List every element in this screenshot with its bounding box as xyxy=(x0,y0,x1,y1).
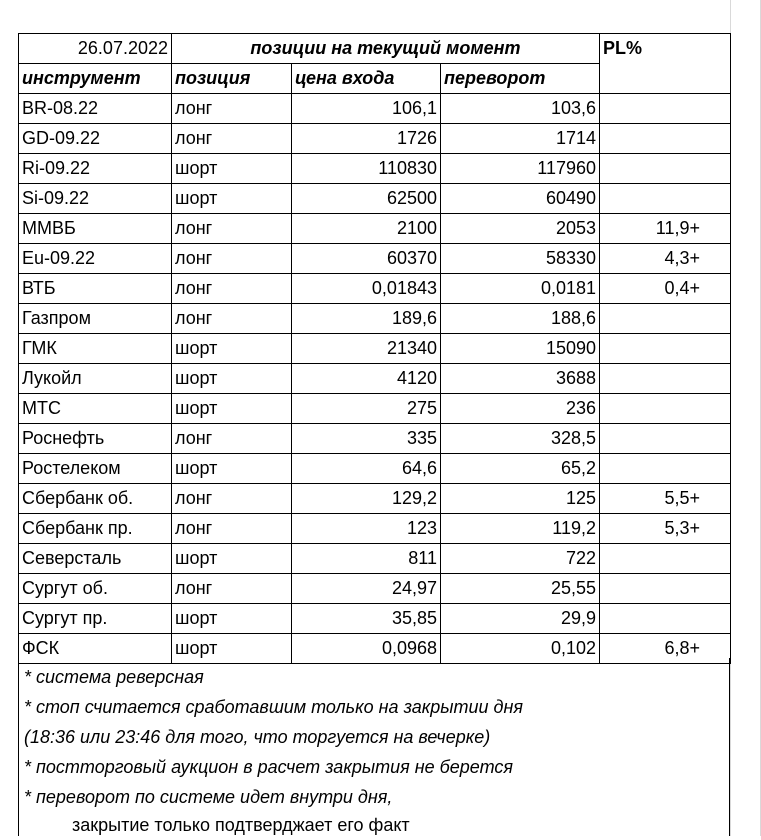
pl-cell[interactable] xyxy=(600,574,731,604)
entry-price-cell[interactable]: 64,6 xyxy=(292,454,441,484)
instrument-cell[interactable]: ВТБ xyxy=(19,274,172,304)
col-reversal-header[interactable]: переворот xyxy=(441,64,600,94)
reversal-cell[interactable]: 1714 xyxy=(441,124,600,154)
position-cell[interactable]: лонг xyxy=(172,124,292,154)
table-row xyxy=(19,484,731,514)
position-cell[interactable]: лонг xyxy=(172,214,292,244)
instrument-cell[interactable]: Газпром xyxy=(19,304,172,334)
pl-cell[interactable] xyxy=(600,604,731,634)
position-cell[interactable]: шорт xyxy=(172,544,292,574)
entry-price-cell[interactable]: 2100 xyxy=(292,214,441,244)
notes-block xyxy=(18,658,730,836)
pl-cell[interactable] xyxy=(600,94,731,124)
position-cell[interactable]: лонг xyxy=(172,244,292,274)
table-row xyxy=(19,574,731,604)
note-line: закрытие только подтверджает его факт xyxy=(72,815,410,835)
reversal-cell[interactable]: 60490 xyxy=(441,184,600,214)
reversal-cell[interactable]: 722 xyxy=(441,544,600,574)
instrument-cell[interactable]: Сургут пр. xyxy=(19,604,172,634)
reversal-cell[interactable]: 119,2 xyxy=(441,514,600,544)
table-row xyxy=(19,304,731,334)
position-cell[interactable]: шорт xyxy=(172,154,292,184)
instrument-cell[interactable]: ММВБ xyxy=(19,214,172,244)
position-cell[interactable]: шорт xyxy=(172,604,292,634)
entry-price-cell[interactable]: 0,0968 xyxy=(292,634,441,664)
entry-price-cell[interactable]: 35,85 xyxy=(292,604,441,634)
table-row xyxy=(19,544,731,574)
reversal-cell[interactable]: 0,0181 xyxy=(441,274,600,304)
instrument-cell[interactable]: Сбербанк пр. xyxy=(19,514,172,544)
note-line: (18:36 или 23:46 для того, что торгуется на вечерке) xyxy=(24,727,491,747)
pl-cell[interactable] xyxy=(600,304,731,334)
header-row-1 xyxy=(19,34,731,64)
note-line: * система реверсная xyxy=(24,667,204,687)
reversal-cell[interactable]: 29,9 xyxy=(441,604,600,634)
reversal-cell[interactable]: 2053 xyxy=(441,214,600,244)
pl-header-cell[interactable]: PL% xyxy=(600,34,731,64)
reversal-cell[interactable]: 0,102 xyxy=(441,634,600,664)
table-row xyxy=(19,154,731,184)
position-cell[interactable]: лонг xyxy=(172,304,292,334)
pl-cell[interactable] xyxy=(600,364,731,394)
note-line: * стоп считается сработавшим только на закрытии дня xyxy=(24,697,523,717)
entry-price-cell[interactable]: 110830 xyxy=(292,154,441,184)
pl-cell[interactable]: 5,5+ xyxy=(600,484,731,514)
instrument-cell[interactable]: GD-09.22 xyxy=(19,124,172,154)
entry-price-cell[interactable]: 106,1 xyxy=(292,94,441,124)
reversal-cell[interactable]: 117960 xyxy=(441,154,600,184)
reversal-cell[interactable]: 125 xyxy=(441,484,600,514)
col-instrument-header[interactable]: инструмент xyxy=(19,64,172,94)
reversal-cell[interactable]: 103,6 xyxy=(441,94,600,124)
entry-price-cell[interactable]: 123 xyxy=(292,514,441,544)
instrument-cell[interactable]: Сбербанк об. xyxy=(19,484,172,514)
instrument-cell[interactable]: Лукойл xyxy=(19,364,172,394)
position-cell[interactable]: лонг xyxy=(172,574,292,604)
reversal-cell[interactable]: 188,6 xyxy=(441,304,600,334)
entry-price-cell[interactable]: 0,01843 xyxy=(292,274,441,304)
pl-cell[interactable] xyxy=(600,124,731,154)
instrument-cell[interactable]: Ri-09.22 xyxy=(19,154,172,184)
reversal-cell[interactable]: 65,2 xyxy=(441,454,600,484)
entry-price-cell[interactable]: 335 xyxy=(292,424,441,454)
pl-cell[interactable] xyxy=(600,184,731,214)
pl-cell[interactable]: 11,9+ xyxy=(600,214,731,244)
pl-cell[interactable]: 5,3+ xyxy=(600,514,731,544)
position-cell[interactable]: шорт xyxy=(172,634,292,664)
entry-price-cell[interactable]: 24,97 xyxy=(292,574,441,604)
entry-price-cell[interactable]: 60370 xyxy=(292,244,441,274)
table-row xyxy=(19,94,731,124)
positions-table xyxy=(18,33,731,664)
header-row-2 xyxy=(19,64,731,94)
group-title-cell[interactable]: позиции на текущий момент xyxy=(172,34,600,64)
instrument-cell[interactable]: Северсталь xyxy=(19,544,172,574)
pl-cell[interactable] xyxy=(600,454,731,484)
position-cell[interactable]: лонг xyxy=(172,484,292,514)
table-row xyxy=(19,604,731,634)
instrument-cell[interactable]: МТС xyxy=(19,394,172,424)
position-cell[interactable]: шорт xyxy=(172,364,292,394)
table-row xyxy=(19,274,731,304)
pl-cell[interactable] xyxy=(600,424,731,454)
date-cell[interactable]: 26.07.2022 xyxy=(19,34,172,64)
pl-cell[interactable]: 0,4+ xyxy=(600,274,731,304)
instrument-cell[interactable]: Роснефть xyxy=(19,424,172,454)
position-cell[interactable]: лонг xyxy=(172,514,292,544)
reversal-cell[interactable]: 236 xyxy=(441,394,600,424)
instrument-cell[interactable]: ГМК xyxy=(19,334,172,364)
entry-price-cell[interactable]: 189,6 xyxy=(292,304,441,334)
instrument-cell[interactable]: Eu-09.22 xyxy=(19,244,172,274)
col-entry-header[interactable]: цена входа xyxy=(292,64,441,94)
note-line: * переворот по системе идет внутри дня, xyxy=(24,787,393,807)
entry-price-cell[interactable]: 4120 xyxy=(292,364,441,394)
entry-price-cell[interactable]: 811 xyxy=(292,544,441,574)
pl-header-blank[interactable] xyxy=(600,64,731,94)
position-cell[interactable]: шорт xyxy=(172,454,292,484)
table-row xyxy=(19,364,731,394)
table-row xyxy=(19,124,731,154)
position-cell[interactable]: шорт xyxy=(172,334,292,364)
pl-cell[interactable] xyxy=(600,544,731,574)
table-row xyxy=(19,244,731,274)
pl-cell[interactable] xyxy=(600,154,731,184)
instrument-cell[interactable]: Si-09.22 xyxy=(19,184,172,214)
entry-price-cell[interactable]: 1726 xyxy=(292,124,441,154)
reversal-cell[interactable]: 15090 xyxy=(441,334,600,364)
position-cell[interactable]: лонг xyxy=(172,94,292,124)
col-position-header[interactable]: позиция xyxy=(172,64,292,94)
table-row xyxy=(19,514,731,544)
pl-cell[interactable]: 6,8+ xyxy=(600,634,731,664)
instrument-cell[interactable]: Сургут об. xyxy=(19,574,172,604)
position-cell[interactable]: лонг xyxy=(172,424,292,454)
pl-cell[interactable]: 4,3+ xyxy=(600,244,731,274)
reversal-cell[interactable]: 58330 xyxy=(441,244,600,274)
reversal-cell[interactable]: 25,55 xyxy=(441,574,600,604)
pl-cell[interactable] xyxy=(600,394,731,424)
position-cell[interactable]: лонг xyxy=(172,274,292,304)
reversal-cell[interactable]: 3688 xyxy=(441,364,600,394)
position-cell[interactable]: шорт xyxy=(172,184,292,214)
table-row xyxy=(19,424,731,454)
entry-price-cell[interactable]: 21340 xyxy=(292,334,441,364)
table-row xyxy=(19,334,731,364)
table-row xyxy=(19,394,731,424)
reversal-cell[interactable]: 328,5 xyxy=(441,424,600,454)
instrument-cell[interactable]: Ростелеком xyxy=(19,454,172,484)
table-row xyxy=(19,184,731,214)
note-line: * постторговый аукцион в расчет закрытия не берется xyxy=(24,757,513,777)
entry-price-cell[interactable]: 275 xyxy=(292,394,441,424)
pl-cell[interactable] xyxy=(600,334,731,364)
instrument-cell[interactable]: BR-08.22 xyxy=(19,94,172,124)
table-row xyxy=(19,454,731,484)
table-row xyxy=(19,214,731,244)
entry-price-cell[interactable]: 62500 xyxy=(292,184,441,214)
entry-price-cell[interactable]: 129,2 xyxy=(292,484,441,514)
instrument-cell[interactable]: ФСК xyxy=(19,634,172,664)
position-cell[interactable]: шорт xyxy=(172,394,292,424)
